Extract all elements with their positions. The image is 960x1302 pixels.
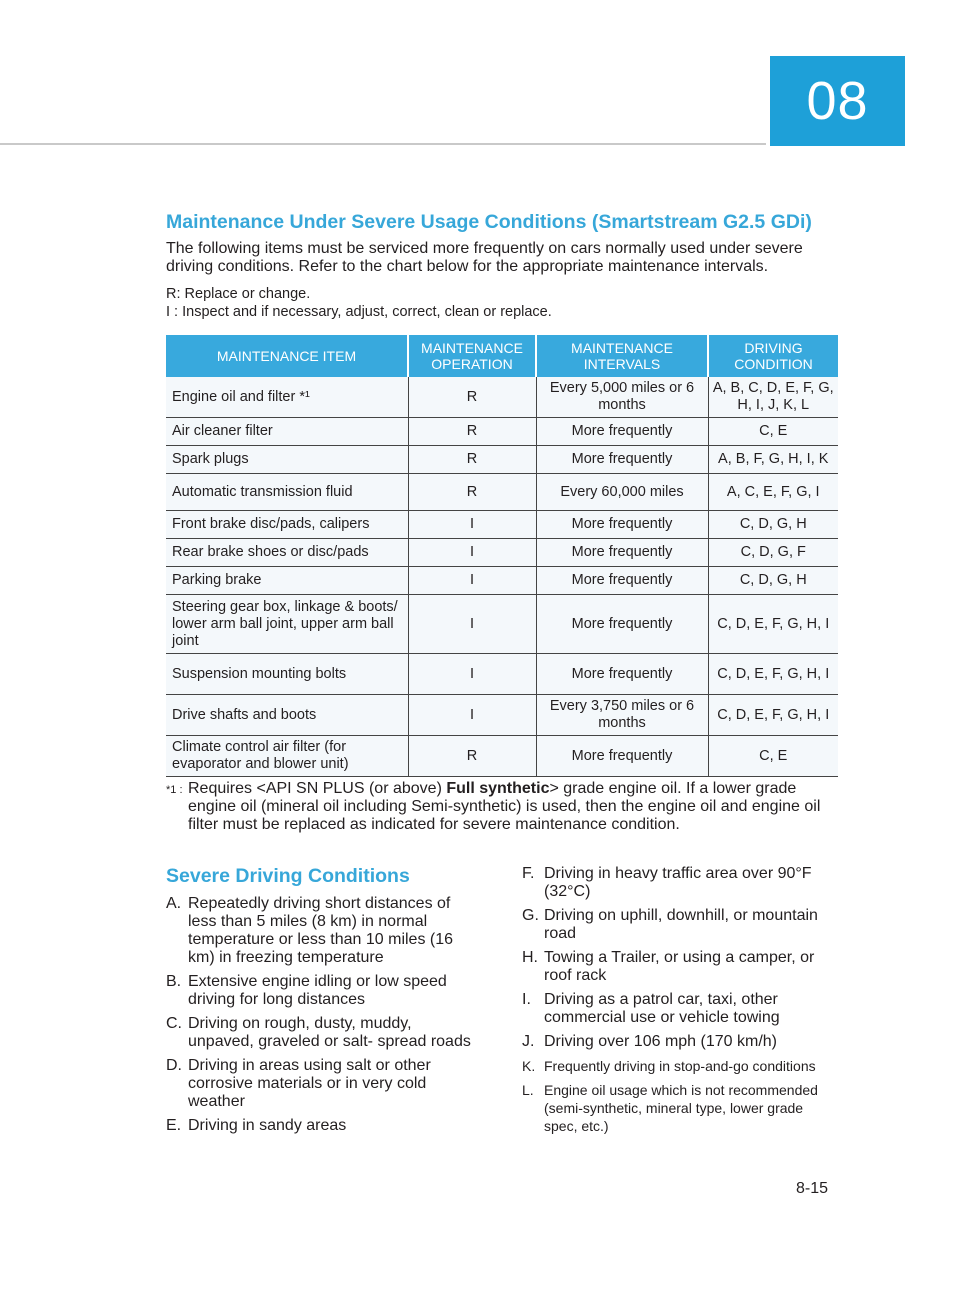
cell-interval: More frequently [536,595,708,654]
cell-condition: C, E [708,418,838,446]
table-row [166,654,838,695]
condition-text: Driving in sandy areas [188,1117,347,1134]
footnote-text [188,780,838,834]
table-row [166,595,838,654]
condition-item [166,895,472,967]
cell-operation: R [408,377,536,418]
table-row [166,418,838,446]
condition-letter: B. [166,973,182,990]
main-content [166,210,838,834]
header-condition: DRIVING CONDITION [708,335,838,377]
condition-item [522,949,838,985]
footnote [166,780,838,834]
table-row [166,474,838,511]
cell-item: Drive shafts and boots [166,695,408,736]
cell-item: Air cleaner filter [166,418,408,446]
severe-conditions [166,863,838,1141]
legend-replace: R: Replace or change. [166,286,311,302]
cell-item: Engine oil and filter *¹ [166,377,408,418]
legend-inspect: I : Inspect and if necessary, adjust, correct, clean or replace. [166,304,552,320]
header-intervals: MAINTENANCE INTERVALS [536,335,708,377]
condition-item [522,1033,838,1051]
legend [166,285,838,321]
cell-condition: A, B, C, D, E, F, G, H, I, J, K, L [708,377,838,418]
cell-item: Suspension mounting bolts [166,654,408,695]
cell-condition: C, D, G, H [708,511,838,539]
condition-item [522,865,838,901]
cell-interval: More frequently [536,539,708,567]
header-rule [0,143,766,145]
cell-interval: Every 5,000 miles or 6 months [536,377,708,418]
cell-interval: More frequently [536,736,708,777]
table-row [166,446,838,474]
page-number: 8-15 [796,1180,829,1197]
condition-item [166,1015,472,1051]
condition-letter: D. [166,1057,182,1074]
cell-interval: More frequently [536,567,708,595]
cell-operation: R [408,474,536,511]
condition-text: Extensive engine idling or low speed driving for long distances [188,973,447,1008]
cell-interval: More frequently [536,418,708,446]
table-row [166,736,838,777]
condition-letter: J. [522,1033,535,1050]
condition-item [166,1057,472,1111]
cell-operation: I [408,567,536,595]
cell-operation: R [408,736,536,777]
cell-operation: I [408,695,536,736]
cell-item: Rear brake shoes or disc/pads [166,539,408,567]
cell-operation: I [408,539,536,567]
condition-text: Driving in areas using salt or other corrosive materials or in very cold weather [188,1057,431,1110]
footnote-bold: Full synthetic [446,780,550,797]
cell-condition: C, D, E, F, G, H, I [708,654,838,695]
maintenance-table [166,335,838,777]
condition-item [522,907,838,943]
condition-text: Towing a Trailer, or using a camper, or roof rack [544,949,815,984]
condition-letter: I. [522,991,531,1008]
condition-text: Repeatedly driving short distances of less than 5 miles (8 km) in normal temperature or less than 10 miles (16 km) in freezing temperature [188,895,454,966]
footnote-text-before: Requires <API SN PLUS (or above) [188,780,447,797]
footnote-mark: *1 : [166,784,183,796]
condition-text: Driving over 106 mph (170 km/h) [544,1033,777,1050]
cell-operation: R [408,418,536,446]
section-title: Maintenance Under Severe Usage Conditions (Smartstream G2.5 GDi) [166,211,812,233]
condition-text: Frequently driving in stop-and-go conditions [544,1058,816,1074]
table-header-row [166,335,838,377]
severe-title: Severe Driving Conditions [166,865,410,887]
condition-letter: G. [522,907,539,924]
condition-item [166,973,472,1009]
cell-item: Spark plugs [166,446,408,474]
cell-item: Automatic transmission fluid [166,474,408,511]
table-row [166,567,838,595]
cell-condition: C, D, G, F [708,539,838,567]
condition-letter: A. [166,895,182,912]
table-row [166,539,838,567]
header-item: MAINTENANCE ITEM [166,335,408,377]
conditions-right-column [522,863,838,1141]
cell-condition: C, D, G, H [708,567,838,595]
cell-item: Steering gear box, linkage & boots/ lower arm ball joint, upper arm ball joint [166,595,408,654]
cell-interval: More frequently [536,446,708,474]
condition-letter: C. [166,1015,182,1032]
condition-text: Driving as a patrol car, taxi, other commercial use or vehicle towing [544,991,780,1026]
condition-text: Driving on uphill, downhill, or mountain road [544,907,818,942]
cell-condition: C, E [708,736,838,777]
cell-item: Climate control air filter (for evaporator and blower unit) [166,736,408,777]
cell-interval: More frequently [536,511,708,539]
intro-text: The following items must be serviced more frequently on cars normally used under severe driving conditions. Refer to the chart below for the appropriate maintenance intervals. [166,240,803,275]
header-operation: MAINTENANCE OPERATION [408,335,536,377]
cell-operation: I [408,511,536,539]
cell-condition: C, D, E, F, G, H, I [708,695,838,736]
conditions-left-column [166,863,472,1141]
cell-item: Parking brake [166,567,408,595]
condition-text: Engine oil usage which is not recommended (semi-synthetic, mineral type, lower grade spec, etc.) [544,1082,818,1134]
cell-operation: I [408,654,536,695]
condition-item [522,1057,838,1075]
chapter-tab: 08 [770,56,905,146]
table-row [166,377,838,418]
condition-text: Driving on rough, dusty, muddy, unpaved, graveled or salt- spread roads [188,1015,471,1050]
condition-letter: L. [522,1082,534,1098]
cell-operation: I [408,595,536,654]
footnote-text-after: > grade engine oil. If a lower grade engine oil (mineral oil including Semi-synthetic) is used, then the engine oil and engine oil filter must be replaced as indicated for severe maintenance condition. [188,780,821,833]
cell-condition: A, B, F, G, H, I, K [708,446,838,474]
condition-item [166,1117,472,1135]
cell-item: Front brake disc/pads, calipers [166,511,408,539]
condition-item [522,1081,838,1135]
condition-item [522,991,838,1027]
cell-operation: R [408,446,536,474]
table-row [166,695,838,736]
cell-interval: More frequently [536,654,708,695]
condition-letter: K. [522,1058,536,1074]
cell-interval: Every 3,750 miles or 6 months [536,695,708,736]
condition-letter: E. [166,1117,182,1134]
condition-letter: F. [522,865,535,882]
table-row [166,511,838,539]
cell-condition: A, C, E, F, G, I [708,474,838,511]
condition-text: Driving in heavy traffic area over 90°F (32°C) [544,865,812,900]
cell-condition: C, D, E, F, G, H, I [708,595,838,654]
condition-letter: H. [522,949,538,966]
cell-interval: Every 60,000 miles [536,474,708,511]
